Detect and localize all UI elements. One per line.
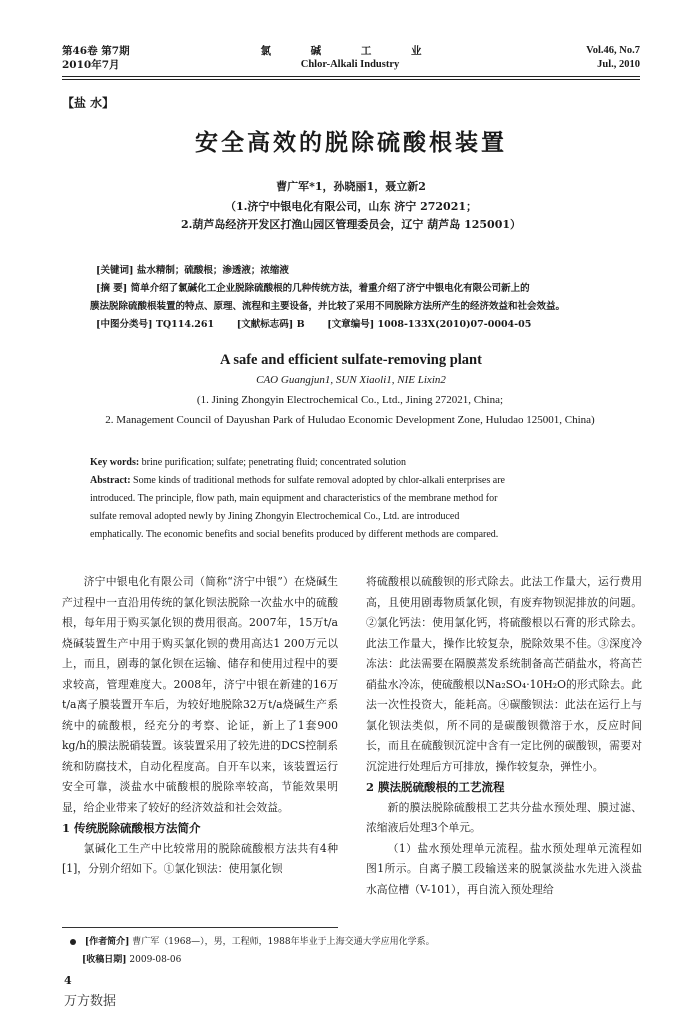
cn-keywords-label: [关键词] [96,265,134,276]
journal-name-cn: 氯 碱 工 业 [260,45,440,57]
section-2-paragraph-1: 新的膜法脱除硫酸根工艺共分盐水预处理、膜过滤、浓缩液后处理3个单元。 [366,800,642,834]
en-keywords-label: Key words: [90,457,140,468]
journal-name-en: Chlor-Alkali Industry [300,59,400,70]
date-en: Jul., 2010 [597,59,640,70]
volume-issue-en: Vol.46, No.7 [586,45,640,56]
cn-abstract-text-1: 简单介绍了氯碱化工企业脱除硫酸根的几种传统方法，着重介绍了济宁中银电化有限公司新上的 [130,283,530,294]
en-authors: CAO Guangjun1, SUN Xiaoli1, NIE Lixin2 [256,374,446,386]
cn-keywords-text: 盐水精制；硫酸根；渗透液；浓缩液 [136,265,289,276]
volume-issue-cn: 第46卷 第7期 [62,45,130,57]
cn-authors: 曹广军*1，孙晓丽1，聂立新2 [276,180,426,193]
author-label: [作者简介] [84,937,130,947]
section-1-paragraph: 氯碱化工生产中比较常用的脱除硫酸根方法共有4种[1]，分别介绍如下。①氯化钡法：使用氯化钡 [62,841,338,875]
clc-label: [中图分类号] [96,319,153,330]
header-rule-top [62,76,640,77]
received-footnote [82,952,181,968]
cn-keywords [96,262,636,279]
author-text: 曹广军（1968—），男，工程师，1988年毕业于上海交通大学应用化学系。 [132,937,435,947]
section-2-paragraph-2: （1）盐水预处理单元流程。盐水预处理单元流程如图1所示。自离子膜工段输送来的脱氯淡盐水先进入淡盐水高位槽（V-101），再自流入预处理给 [366,841,642,896]
en-abstract-label: Abstract: [90,475,131,486]
en-title: A safe and efficient sulfate-removing plant [220,352,482,368]
en-affiliation-2: 2. Management Council of Dayushan Park of Huludao Economic Development Zone, Huludao 125001, China) [105,414,595,426]
received-date: 2009-08-06 [129,955,182,965]
journal-name [250,44,450,72]
article-number-value: 1008-133X(2010)07-0004-05 [377,319,532,330]
article-title: 安全高效的脱除硫酸根装置 [195,129,507,156]
methods-paragraph: 将硫酸根以硫酸钡的形式除去。此法工作量大，运行费用高，且使用剧毒物质氯化钡，有废弃物钡泥排放的问题。②氯化钙法：使用氯化钙，将硫酸根以石膏的形式除去。此法工作量大，操作比较复杂，脱除效果不佳。③深度冷冻法：此法需要在隔膜蒸发系统制备高芒硝盐水，将高芒硝盐水冷冻，使硫酸根以Na₂SO₄·10H₂O的形式除去。此法一次性投资大，能耗高。④碳酸钡法：此法在运行上与氯化钡法类似，所不同的是碳酸钡微溶于水，反应时间长，而且在硫酸钡沉淀中含有一定比例的碳酸钡，需要对沉淀进行处理后方可排放，操作较复杂，弹性小。 [366,575,642,773]
en-keywords-text: brine purification; sulfate; penetrating fluid; concentrated solution [141,457,407,468]
cn-classification [96,316,636,333]
en-affiliation-1: (1. Jining Zhongyin Electrochemical Co., Ltd., Jining 272021, China; [196,394,504,406]
article-number-label: [文章编号] [327,319,375,330]
received-label: [收稿日期] [82,955,127,965]
author-footnote [70,934,435,950]
cn-abstract-line1 [96,280,636,297]
intro-paragraph: 济宁中银电化有限公司（简称“济宁中银”）在烧碱生产过程中一直沿用传统的氯化钡法脱除一次盐水中的硫酸根，每年用于购买氯化钡的费用很高。2007年，15万t/a烧碱装置生产中用于购买氯化钡的费用高达1 200万元以上，而且，剧毒的氯化钡在运输、储存和使用过程中的要求较高，管理难度大。2008年，济宁中银在新建的16万t/a离子膜装置开车后，为较好地脱除32万t/a烧碱生产系统中的硫酸根，经充分的考察、论证，新上了1套900 kg/h的膜法脱硝装置。该装置采用了较先进的DCS控制系统和防腐技术，自动化程度高。自开车以来，该装置运行安全可靠，淡盐水中硫酸根的脱除率较高，节能效果明显，给企业带来了较好的经济效益和社会效益。 [62,575,338,814]
page-number: 4 [64,974,72,987]
body-column-left [62,572,338,880]
header-rule-bottom [62,79,640,80]
section-tag: 【盐 水】 [62,96,115,110]
watermark: 万方数据 [64,994,117,1009]
cn-abstract-label: [摘 要] [96,283,128,294]
section-2-heading: 2 膜法脱硫酸根的工艺流程 [366,780,505,794]
cn-abstract-line2: 膜法脱除硫酸根装置的特点、原理、流程和主要设备，并比较了采用不同脱除方法所产生的经济效益和社会效益。 [90,301,566,312]
cn-affiliation-2: 2.葫芦岛经济开发区打渔山园区管理委员会，辽宁 葫芦岛 125001） [180,218,522,231]
en-keywords [90,454,636,472]
footnote-rule [62,927,338,928]
doc-code-value: B [296,319,305,330]
en-abstract-line1 [90,472,636,490]
cn-affiliation-1: （1.济宁中银电化有限公司，山东 济宁 272021； [224,200,478,213]
en-abstract-text-1: Some kinds of traditional methods for sulfate removal adopted by chlor-alkali enterprises are [133,475,505,486]
journal-volume-issue [62,44,222,72]
body-column-right [366,572,642,900]
doc-code-label: [文献标志码] [236,319,294,330]
en-abstract-line4: emphatically. The economic benefits and social benefits produced by different methods are compared. [90,529,499,540]
date-cn: 2010年7月 [62,59,120,71]
journal-volume-issue-en [520,44,640,72]
en-abstract-line2: introduced. The principle, flow path, main equipment and characteristics of the membrane method for [90,493,498,504]
bullet-icon [70,939,76,945]
clc-value: TQ114.261 [155,319,215,330]
en-abstract-line3: sulfate removal adopted newly by Jining Zhongyin Electrochemical Co., Ltd. are introduced [90,511,460,522]
section-1-heading: 1 传统脱除硫酸根方法简介 [62,821,201,835]
